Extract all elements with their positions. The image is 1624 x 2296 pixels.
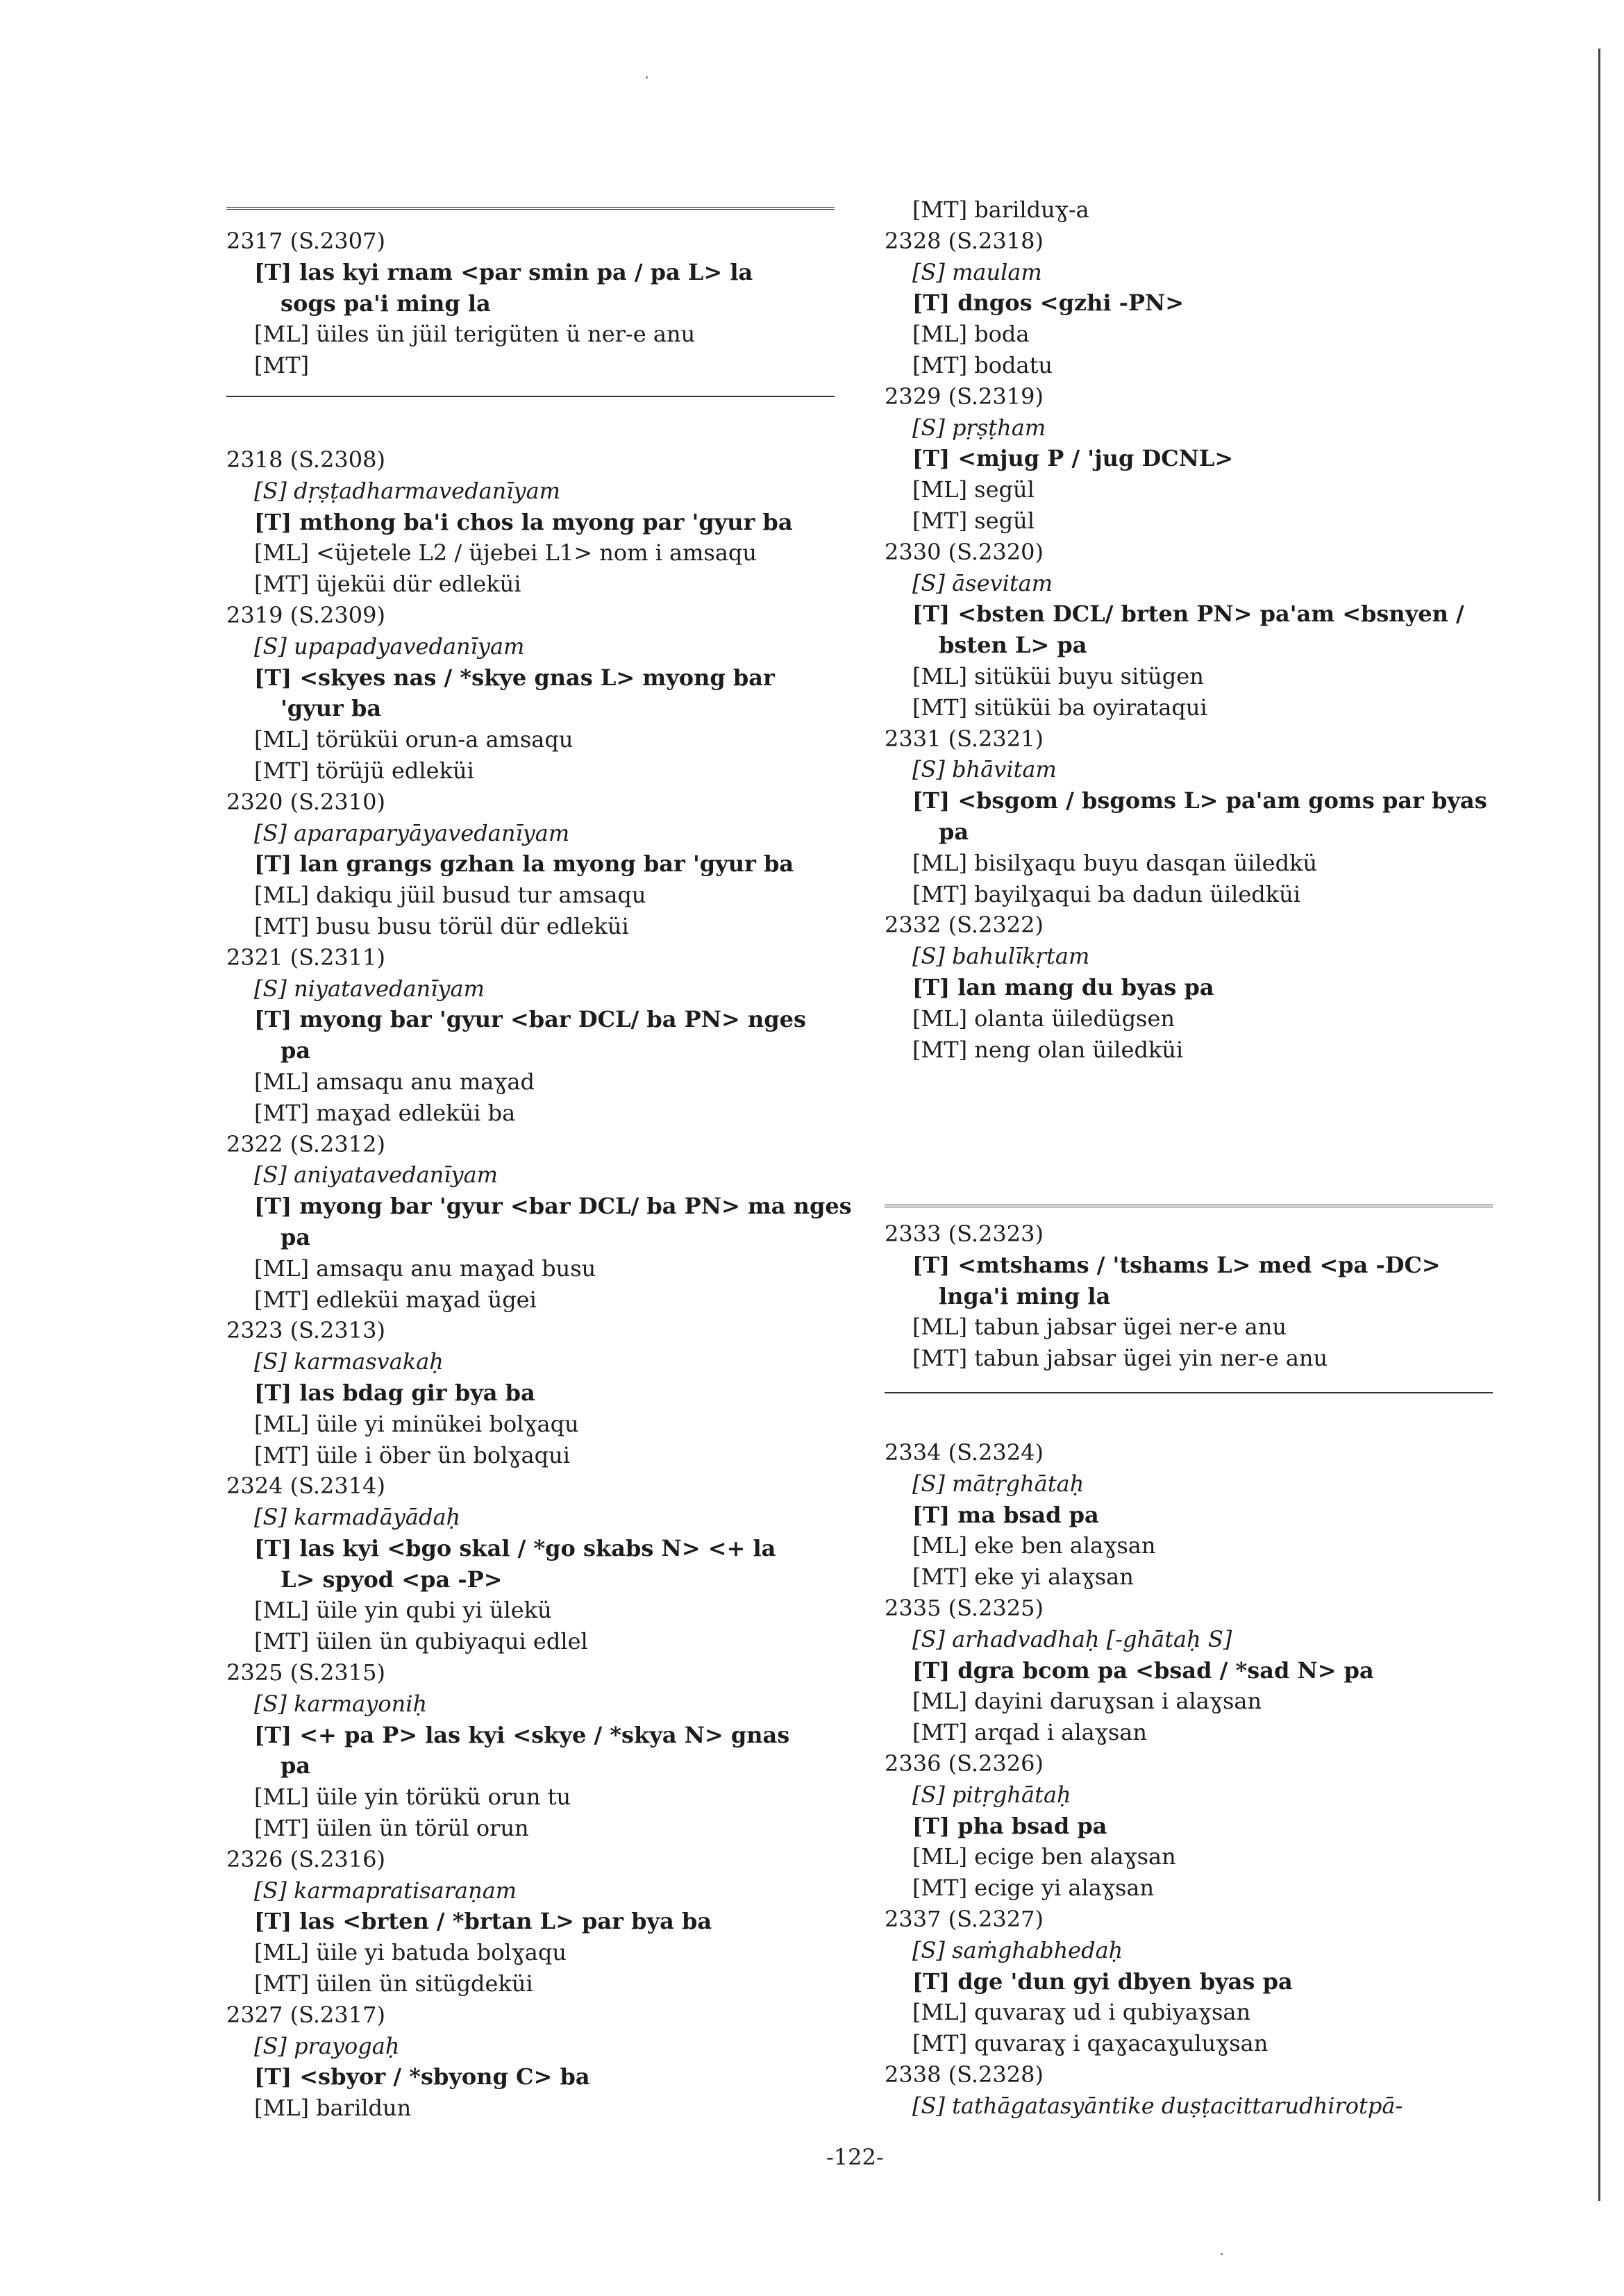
entry-line: [ML] amsaqu anu maɣad (254, 1068, 535, 1095)
entry-line: [MT] üjeküi dür edleküi (254, 571, 521, 598)
entry-line: [S] maulam (912, 258, 1042, 285)
entry-block (226, 226, 837, 381)
entry-number: 2336 (S.2326) (885, 1750, 1044, 1777)
entry-line: [T] <+ pa P> las kyi <skye / *skya N> gnas (254, 1721, 790, 1748)
entry-line: [S] dṛṣṭadharmavedanīyam (254, 477, 561, 504)
entry-line: [S] karmadāyādaḥ (254, 1504, 461, 1531)
entry-line: [S] bhāvitam (912, 756, 1057, 783)
entry-block (885, 194, 1496, 1065)
entry-line: [S] bahulīkṛtam (912, 943, 1090, 970)
entry-line: [MT] üilen ün törül orun (254, 1815, 529, 1842)
entry-line: [T] <sbyor / *sbyong C> ba (254, 2063, 590, 2090)
entry-line: [MT] bodatu (912, 351, 1053, 378)
entry-line: [MT] üilen ün sitügdeküi (254, 1970, 533, 1997)
entry-line: [ML] üile yi minükei bolɣaqu (254, 1410, 579, 1437)
entry-number: 2328 (S.2318) (885, 227, 1044, 254)
entry-number: 2321 (S.2311) (226, 944, 385, 971)
entry-line: [S] pitṛghātaḥ (912, 1781, 1071, 1808)
entry-line: pa (281, 1037, 311, 1064)
entry-line: [S] prayogaḥ (254, 2032, 400, 2059)
entry-line: [MT] barilduɣ-a (912, 196, 1089, 223)
entry-line: [ML] segül (912, 476, 1035, 503)
entry-line: [S] karmasvakaḥ (254, 1348, 444, 1375)
entry-line: [T] las kyi rnam <par smin pa / pa L> la (254, 258, 753, 285)
entry-number: 2323 (S.2313) (226, 1317, 385, 1344)
entry-line: [MT] sitüküi ba oyirataqui (912, 694, 1207, 721)
entry-number: 2338 (S.2328) (885, 2061, 1044, 2088)
entry-line: lnga'i ming la (939, 1282, 1111, 1309)
entry-line: [MT] (254, 352, 310, 379)
entry-line: [MT] busu busu törül dür edleküi (254, 912, 629, 939)
entry-number: 2330 (S.2320) (885, 538, 1044, 565)
entry-line: [MT] üilen ün qubiyaqui edlel (254, 1628, 588, 1655)
entry-block (885, 1437, 1496, 2122)
entry-line: bsten L> pa (939, 632, 1087, 659)
entry-line: [MT] bayilɣaqui ba dadun üiledküi (912, 880, 1301, 907)
entry-line: pa (939, 818, 969, 845)
entry-line: [ML] eke ben alaɣsan (912, 1532, 1156, 1559)
entry-number: 2326 (S.2316) (226, 1845, 385, 1872)
entry-number: 2318 (S.2308) (226, 446, 385, 473)
entry-line: [ML] olanta üiledügsen (912, 1005, 1175, 1032)
entry-line: [S] arhadvadhaḥ [-ghātaḥ S] (912, 1625, 1232, 1652)
entry-line: [ML] üiles ün jüil terigüten ü ner-e anu (254, 321, 696, 348)
entry-line: [T] dge 'dun gyi dbyen byas pa (912, 1968, 1293, 1995)
entry-line: [MT] arqad i alaɣsan (912, 1719, 1147, 1746)
section-divider (885, 1392, 1493, 1393)
entry-line: pa (281, 1223, 311, 1250)
entry-line: [ML] dakiqu jüil busud tur amsaqu (254, 882, 646, 909)
entry-number: 2324 (S.2314) (226, 1473, 385, 1500)
entry-line: [MT] üile i öber ün bolɣaqui (254, 1441, 570, 1468)
entry-line: [ML] quvaraɣ ud i qubiyaɣsan (912, 1999, 1251, 2026)
entry-line: pa (281, 1752, 311, 1779)
entry-line: [ML] barildun (254, 2095, 412, 2122)
entry-line: [T] ma bsad pa (912, 1501, 1099, 1528)
entry-line: [T] myong bar 'gyur <bar DCL/ ba PN> ma nges (254, 1193, 852, 1220)
entry-number: 2329 (S.2319) (885, 383, 1044, 410)
entry-line: [MT] neng olan üiledküi (912, 1036, 1184, 1063)
section-divider (226, 396, 835, 397)
entry-line: [ML] törüküi orun-a amsaqu (254, 726, 574, 753)
entry-number: 2325 (S.2315) (226, 1659, 385, 1686)
entry-line: [ML] sitüküi buyu sitügen (912, 662, 1204, 689)
entry-line: [S] saṁghabhedaḥ (912, 1936, 1123, 1963)
entry-line: [MT] ecige yi alaɣsan (912, 1875, 1155, 1902)
entry-line: [T] dngos <gzhi -PN> (912, 290, 1184, 317)
entry-line: [MT] segül (912, 507, 1035, 534)
entry-line: [MT] eke yi alaɣsan (912, 1564, 1134, 1591)
margin-edge-line (1598, 49, 1600, 2201)
entry-number: 2319 (S.2309) (226, 601, 385, 628)
entry-line: [T] lan grangs gzhan la myong bar 'gyur ba (254, 850, 794, 878)
entry-line: [S] mātṛghātaḥ (912, 1470, 1085, 1497)
entry-line: [S] aparaparyāyavedanīyam (254, 819, 570, 846)
entry-line: [MT] maɣad edleküi ba (254, 1099, 516, 1126)
entry-line: [T] myong bar 'gyur <bar DCL/ ba PN> nges (254, 1006, 806, 1033)
entry-number: 2322 (S.2312) (226, 1130, 385, 1157)
scan-speck (1221, 2253, 1223, 2255)
entry-line: [ML] ecige ben alaɣsan (912, 1843, 1176, 1870)
entry-line: [ML] üile yin qubi yi ülekü (254, 1597, 552, 1624)
entry-line: [ML] üile yi batuda bolɣaqu (254, 1939, 567, 1966)
entry-number: 2320 (S.2310) (226, 788, 385, 815)
entry-number: 2332 (S.2322) (885, 912, 1044, 939)
entry-line: [MT] edleküi maɣad ügei (254, 1286, 537, 1313)
entry-line: 'gyur ba (281, 695, 382, 722)
entry-number: 2327 (S.2317) (226, 2001, 385, 2028)
entry-block (226, 444, 852, 2124)
entry-line: [T] las kyi <bgo skal / *go skabs N> <+ la (254, 1534, 776, 1561)
entry-number: 2337 (S.2327) (885, 1905, 1044, 1932)
entry-number: 2331 (S.2321) (885, 725, 1044, 752)
entry-line: [ML] tabun jabsar ügei ner-e anu (912, 1314, 1287, 1341)
entry-line: [T] <mtshams / 'tshams L> med <pa -DC> (912, 1251, 1441, 1278)
entry-line: [T] mthong ba'i chos la myong par 'gyur ba (254, 508, 793, 535)
entry-line: [T] las bdag gir bya ba (254, 1379, 535, 1406)
entry-line: [MT] tabun jabsar ügei yin ner-e anu (912, 1345, 1328, 1372)
entry-number: 2317 (S.2307) (226, 228, 385, 254)
entry-line: [S] upapadyavedanīyam (254, 632, 525, 660)
entry-line: [T] lan mang du byas pa (912, 973, 1214, 1000)
entry-line: L> spyod <pa -P> (281, 1566, 503, 1593)
entry-line: [T] <bsten DCL/ brten PN> pa'am <bsnyen / (912, 601, 1464, 628)
section-divider (885, 1205, 1493, 1209)
entry-line: [S] pṛṣṭham (912, 414, 1046, 441)
entry-line: [ML] boda (912, 321, 1030, 348)
scan-speck (646, 76, 648, 78)
entry-line: [MT] quvaraɣ i qaɣacaɣuluɣsan (912, 2030, 1269, 2057)
entry-line: [ML] <üjetele L2 / üjebei L1> nom i amsaqu (254, 539, 757, 567)
entry-line: [ML] üile yin törükü orun tu (254, 1784, 571, 1811)
entry-line: [MT] törüjü edleküi (254, 757, 474, 784)
entry-line: [T] <bsgom / bsgoms L> pa'am goms par byas (912, 787, 1487, 814)
top-section-rule (226, 207, 835, 212)
entry-line: [ML] amsaqu anu maɣad busu (254, 1255, 596, 1282)
entry-line: [S] aniyatavedanīyam (254, 1162, 498, 1189)
entry-line: [S] karmayoniḥ (254, 1690, 428, 1717)
entry-line: [ML] bisilɣaqu buyu dasqan üiledkü (912, 849, 1318, 876)
entry-line: [T] las <brten / *brtan L> par bya ba (254, 1908, 712, 1935)
entry-number: 2334 (S.2324) (885, 1439, 1044, 1466)
entry-line: [ML] dayini daruɣsan i alaɣsan (912, 1688, 1262, 1715)
entry-block (885, 1218, 1496, 1374)
page-number: -122- (826, 2144, 884, 2170)
entry-number: 2333 (S.2323) (885, 1221, 1044, 1247)
entry-line: [S] āsevitam (912, 569, 1053, 596)
entry-line: [T] <skyes nas / *skye gnas L> myong bar (254, 664, 775, 691)
entry-line: [S] karmapratisaraṇam (254, 1877, 517, 1904)
entry-line: [S] niyatavedanīyam (254, 975, 485, 1002)
entry-line: [T] <mjug P / 'jug DCNL> (912, 445, 1234, 472)
entry-line: [T] pha bsad pa (912, 1812, 1107, 1839)
entry-number: 2335 (S.2325) (885, 1594, 1044, 1621)
entry-line: [S] tathāgatasyāntike duṣṭacittarudhirotpā- (912, 2092, 1403, 2119)
entry-line: [T] dgra bcom pa <bsad / *sad N> pa (912, 1657, 1374, 1684)
entry-line: sogs pa'i ming la (281, 290, 491, 317)
